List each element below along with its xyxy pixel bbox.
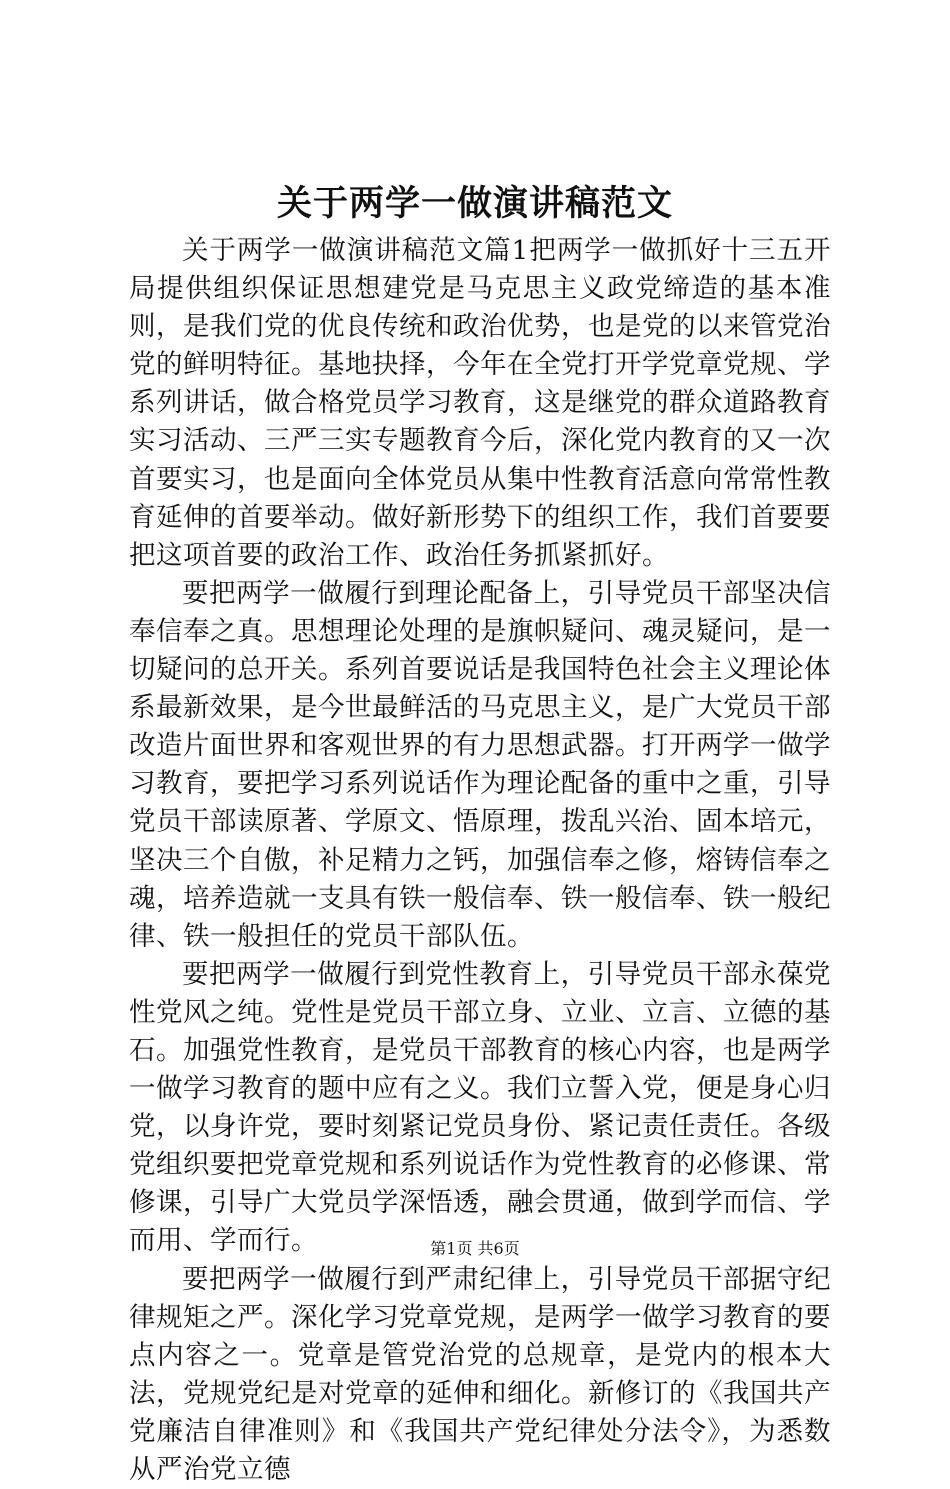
document-title: 关于两学一做演讲稿范文	[276, 183, 673, 224]
paragraph-3: 要把两学一做履行到党性教育上，引导党员干部永葆党性党风之纯。党性是党员干部立身、立业、立言、立德的基石。加强党性教育，是党员干部教育的核心内容，也是两学一做学习教育的题中应有之义。我们立誓入党，便是身心归党，以身许党，要时刻紧记党员身份、紧记责任责任。各级党组织要把党章党规和系列说话作为党性教育的必修课、常修课，引导广大党员学深悟透，融会贯通，做到学而信、学而用、学而行。	[129, 958, 831, 1257]
paragraph-1: 关于两学一做演讲稿范文篇1把两学一做抓好十三五开局提供组织保证思想建党是马克思主义政党缔造的基本准则，是我们党的优良传统和政治优势，也是党的以来管党治党的鲜明特征。基地抉择，今年在全党打开学党章党规、学系列讲话，做合格党员学习教育，这是继党的群众道路教育实习活动、三严三实专题教育今后，深化党内教育的又一次首要实习，也是面向全体党员从集中性教育活意向常常性教育延伸的首要举动。做好新形势下的组织工作，我们首要要把这项首要的政治工作、政治任务抓紧抓好。	[129, 235, 831, 571]
paragraph-2: 要把两学一做履行到理论配备上，引导党员干部坚决信奉信奉之真。思想理论处理的是旗帜疑问、魂灵疑问，是一切疑问的总开关。系列首要说话是我国特色社会主义理论体系最新效果，是今世最鲜活的马克思主义，是广大党员干部改造片面世界和客观世界的有力思想武器。打开两学一做学习教育，要把学习系列说话作为理论配备的重中之重，引导党员干部读原著、学原文、悟原理，拨乱兴治、固本培元，坚决三个自傲，补足精力之钙，加强信奉之修，熔铸信奉之魂，培养造就一支具有铁一般信奉、铁一般信奉、铁一般纪律、铁一般担任的党员干部队伍。	[129, 577, 831, 952]
document-body	[129, 232, 831, 1489]
paragraph-4: 要把两学一做履行到严肃纪律上，引导党员干部据守纪律规矩之严。深化学习党章党规，是两学一做学习教育的要点内容之一。党章是管党治党的总规章，是党内的根本大法，党规党纪是对党章的延伸和细化。新修订的《我国共产党廉洁自律准则》和《我国共产党纪律处分法令》，为悉数从严治党立德	[129, 1263, 831, 1485]
page-number: 第1页 共6页	[430, 1239, 520, 1258]
